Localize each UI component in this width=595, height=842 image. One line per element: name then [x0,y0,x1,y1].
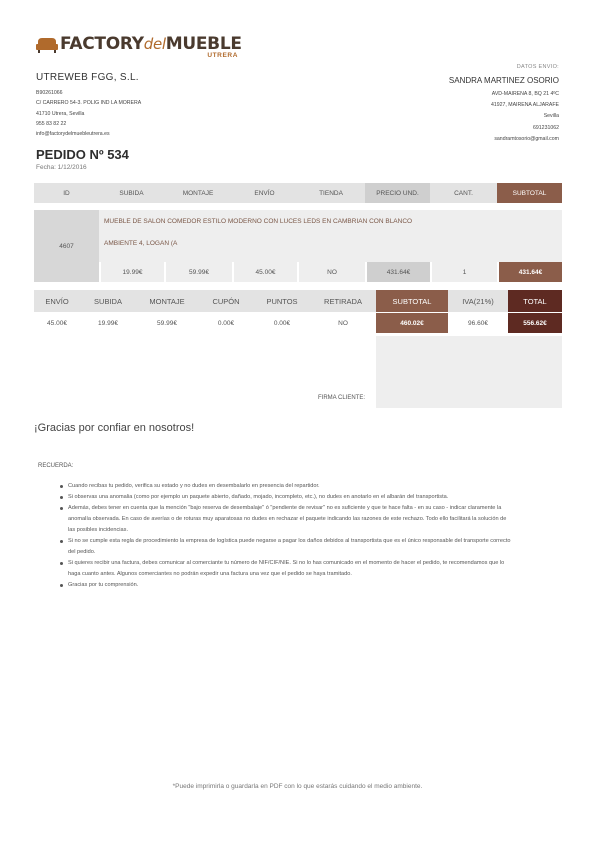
customer-province: Sevilla [543,113,559,120]
item-id: 4607 [34,210,99,282]
totals-subida: 19.99€ [98,319,118,327]
customer-phone: 691231062 [533,124,559,131]
company-info [36,72,236,139]
shipping-info [339,64,559,145]
totals-iva: 96.60€ [468,319,488,327]
totals-retirada: NO [338,319,348,327]
item-subida: 19.99€ [99,262,164,282]
customer-name: SANDRA MARTINEZ OSORIO [448,76,559,85]
totals-header-subtotal: SUBTOTAL [376,290,448,312]
list-item: Cuando recibas tu pedido, verifica su estado y no dudes en desembalarlo en presencia del repartidor. [62,481,512,492]
list-item: Además, debes tener en cuenta que la mención "bajo reserva de desembalaje" ó "pendiente de revisar" no es suficiente y que te hace falta - en su caso - indicar claramente la anomalía observada. En caso de averías o de roturas muy aparatosas no dudes en rechazar el paquete indicando las razones de este rechazo. Todo ello facilitará la solución de las posibles incidencias. [62,503,512,536]
totals-header-montaje: MONTAJE [149,296,185,306]
footer-note: *Puede imprimirla o guardarla en PDF con lo que estarás cuidando el medio ambiente. [172,783,423,790]
totals-subtotal: 460.02€ [376,313,448,333]
item-description: MUEBLE DE SALON COMEDOR ESTILO MODERNO CON LUCES LEDS EN CAMBRIAN CON BLANCO [104,218,413,225]
totals-header-iva: IVA(21%) [462,296,494,306]
signature-box[interactable] [376,336,562,408]
totals-header-puntos: PUNTOS [266,296,298,306]
remember-notes [62,481,512,591]
list-item: Si no se cumple esta regla de procedimiento la empresa de logística puede negarse a pagar los daños debidos al transportista que es el único responsable del transporte correcto del pedido. [62,536,512,558]
list-item: Si observas una anomalia (como por ejemplo un paquete abierto, dañado, mojado, incompleto, etc.), no dudes en anotarlo en el albarán del transportista. [62,492,512,503]
company-name: UTREWEB FGG, S.L. [36,72,139,83]
order-title: PEDIDO Nº 534 [36,147,129,162]
totals-header-cupon: CUPÓN [212,296,240,306]
list-item: Gracias por tu comprensión. [62,580,512,591]
sofa-logo-icon [36,36,58,54]
thanks-message: ¡Gracias por confiar en nosotros! [34,422,195,434]
item-variant: AMBIENTE 4, LOGAN (A [104,240,178,247]
item-cant: 1 [430,262,497,282]
company-email: info@factorydelmuebleutrera.es [36,131,110,138]
table-row [34,210,562,282]
totals-row [34,313,562,333]
header-montaje: MONTAJE [182,189,214,197]
totals-header-envio: ENVÍO [45,296,69,306]
company-tax-id: B90261066 [36,90,63,96]
totals-header-retirada: RETIRADA [324,296,362,306]
totals-total: 556.62€ [508,313,562,333]
order-date: Fecha: 1/12/2016 [36,164,87,171]
totals-montaje: 59.99€ [157,319,177,327]
header-tienda: TIENDA [319,189,343,197]
totals-header-subida: SUBIDA [94,296,122,306]
header-subida: SUBIDA [119,189,144,197]
customer-city: 41927, MAIRENA ALJARAFE [490,102,559,109]
company-city: 41710 Utrera, Sevilla [36,110,85,117]
totals-puntos: 0.00€ [273,319,291,327]
item-tienda: NO [297,262,365,282]
signature-label: FIRMA CLIENTE: [318,395,366,401]
totals-cupon: 0.00€ [217,319,235,327]
logo-subtitle: UTRERA [207,52,238,59]
header-cant: CANT. [454,189,473,197]
header-precio-und: PRECIO UND. [365,183,430,203]
customer-address: AVD-MAIRENA 8, BQ 21 4ºC [491,91,559,97]
company-phone: 955 83 82 22 [36,120,67,127]
header-envio: ENVÍO [254,189,275,197]
totals-header-total: TOTAL [508,290,562,312]
brand-logo [36,34,242,60]
logo-wordmark: FACTORYdelMUEBLE [60,34,242,54]
item-envio: 45.00€ [232,262,297,282]
remember-title: RECUERDA: [38,463,74,469]
items-table-header [34,183,562,203]
customer-email: sandramtosorio@gmail.com [494,135,559,142]
totals-envio: 45.00€ [47,319,67,327]
header-id: ID [63,189,70,197]
totals-table-header [34,290,562,312]
shipping-label: DATOS ENVIO: [516,64,559,70]
item-precio-und: 431.64€ [365,262,430,282]
item-values [99,262,562,282]
list-item: Si quieres recibir una factura, debes comunicar al comerciante tu número de NIF/CIF/NIE. Si no lo has comunicado en el momento de hacer el pedido, te recomendamos que lo haga cuanto antes. Algunos comerciantes no podrán expedir una factura una vez que el pedido se haya tramitado. [62,558,512,580]
header-subtotal: SUBTOTAL [497,183,562,203]
item-montaje: 59.99€ [164,262,232,282]
item-subtotal: 431.64€ [497,262,562,282]
company-address: C/ CARRERO 54-3. POLIG IND LA MORERA [36,100,142,107]
